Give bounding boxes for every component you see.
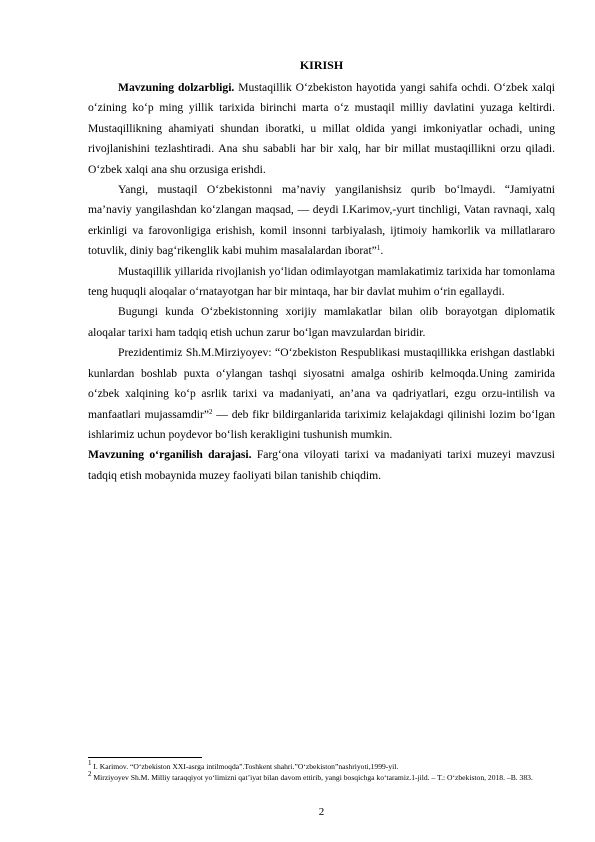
footnote-ref-2[interactable]: 2 <box>209 407 213 416</box>
study-level-text: Farg‘ona viloyati tarixi va madaniyati tarixi muzeyi mavzusi tadqiq etish mobaynida muzey faoliyati bilan tanishib chiqdim. <box>88 448 555 482</box>
paragraph-relevance <box>88 78 555 180</box>
section-title: KIRISH <box>299 58 344 72</box>
footnote-2-number: 2 <box>88 769 92 778</box>
footnote-1 <box>88 759 555 773</box>
paragraph-diplomatic-relations <box>88 302 555 343</box>
president-quote-continuation: — deb fikr bildirganlarida tariximiz kelajakdagi qilinishi lozim bo‘lgan ishlarimiz uchun poydevor bo‘lish kerakligini tushunish mumkin. <box>88 407 556 441</box>
footnotes <box>88 759 555 783</box>
study-level-heading: Mavzuning o‘rganilish darajasi. <box>88 448 252 462</box>
president-quote-text: Prezidentimiz Sh.M.Mirziyoyev: “O‘zbekiston Respublikasi mustaqillikka erishgan dastlabki kunlardan boshlab puxta o‘ylangan tashqi siyosatni amalga oshirib kelmoqda.Uning zamirida o‘zbek xalqining ko‘p asrlik tarixi va madaniyati, an’ana va qadriyatlari, ezgu orzu-intilish va manfaatlari mujassamdir” <box>88 346 555 421</box>
relevance-text: Mustaqillik O‘zbekiston hayotida yangi sahifa ochdi. O‘zbek xalqi o‘zining ko‘p ming yillik tarixida birinchi marta o‘z mustaqil milliy davlatini yuzaga keltirdi. Mustaqillikning ahamiyati shundan iboratki, u millat oldida yangi imkoniyatlar ochadi, uning rivojlanishini tezlashtiradi. Ana shu sababli har bir xalq, har bir millat mustaqillikni orzu qiladi. O‘zbek xalqi ana shu orzusiga erishdi. <box>88 81 555 176</box>
footnote-2 <box>88 769 555 784</box>
paragraph-spiritual-renewal <box>88 180 555 262</box>
body-text <box>88 78 555 486</box>
footnote-2-text: Mirziyoyev Sh.M. Milliy taraqqiyot yo‘limizni qat’iyat bilan davom ettirib, yangi bosqichga ko‘taramiz.1-jild. – T.: O‘zbekiston, 2018. –B. 383. <box>91 772 533 782</box>
paragraph-president-quote <box>88 343 555 445</box>
page-number: 2 <box>318 806 325 818</box>
diplomatic-relations-text: Bugungi kunda O‘zbekistonning xorijiy mamlakatlar bilan olib borayotgan diplomatik aloqalar tarixi ham tadqiq etish uchun zarur bo‘lgan mavzulardan biridir. <box>88 305 555 339</box>
spiritual-renewal-text: Yangi, mustaqil O‘zbekistonni ma’naviy yangilanishsiz qurib bo‘lmaydi. “Jamiyatni ma’naviy yangilashdan ko‘zlangan maqsad, — deydi I.Karimov,-yurt tinchligi, Vatan ravnaqi, xalq erkinligi va farovonligiga erishish, komil insonni tarbiyalash, ijtimoiy hamkorlik va millatlararo totuvlik, diniy bag‘rikenglik kabi muhim masalalardan iborat” <box>88 183 555 258</box>
footnote-divider <box>88 757 202 758</box>
relevance-heading: Mavzuning dolzarbligi. <box>118 81 235 94</box>
footnote-1-number: 1 <box>88 759 92 767</box>
paragraph-study-level <box>88 445 555 486</box>
footnote-1-text: I. Karimov. “O‘zbekiston XXI-asrga intilmoqda”.Toshkent shahri.”O‘zbekiston”nashriyoti,1999-yil. <box>91 762 399 771</box>
paragraph-independence-years <box>88 262 555 303</box>
paragraph-end: . <box>380 244 384 258</box>
independence-years-text: Mustaqillik yillarida rivojlanish yo‘lidan odimlayotgan mamlakatimiz tarixida har tomonlama teng huquqli aloqalar o‘rnatayotgan har bir mintaqa, har bir davlat muhim o‘rin egallaydi. <box>88 264 555 299</box>
footnote-ref-1[interactable]: 1 <box>376 244 381 253</box>
